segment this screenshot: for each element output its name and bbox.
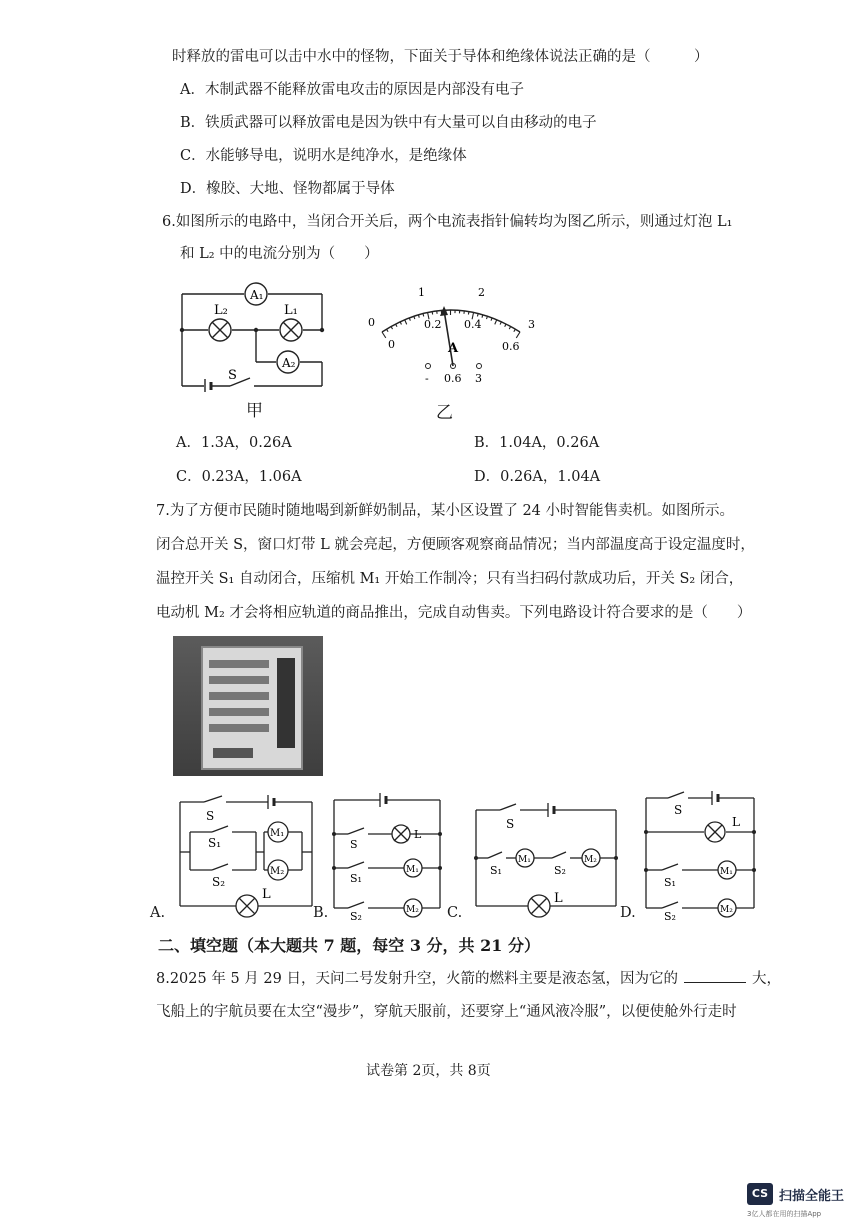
fig-yi-caption: 乙 (436, 403, 453, 423)
dial-tick (516, 332, 520, 338)
circuit-d-option: D. (620, 905, 636, 921)
circuit-a-l: L (262, 887, 271, 902)
circuit-d-s: S (674, 803, 683, 817)
circuit-c-m2: M₂ (584, 855, 597, 865)
dial-tick (491, 318, 492, 321)
page-footer: 试卷第 2页，共 8页 (366, 1063, 491, 1079)
dial-bottom-tick-3: 0.6 (502, 340, 520, 353)
ammeter-a1-label: A₁ (250, 288, 264, 302)
q7-circuit-a (176, 792, 320, 922)
circuit-d-m1: M₁ (720, 867, 733, 877)
dial-tick (514, 329, 516, 332)
dial-top-tick-3: 3 (528, 318, 535, 331)
dial-tick (500, 322, 501, 325)
circuit-b-m2: M₂ (406, 905, 419, 915)
q7-stem-line1: 7.为了方便市民随时随地喝到新鲜奶制品，某小区设置了 24 小时智能售卖机。如图所示。 (156, 503, 734, 519)
q6-stem-line2: 和 L₂ 中的电流分别为（ ） (180, 246, 379, 262)
lamp-l2-label: L₂ (214, 303, 228, 318)
dial-tick (409, 318, 410, 321)
q5-option-a: A．木制武器不能释放雷电攻击的原因是内部没有电子 (180, 82, 524, 98)
q6-stem-line1: 6.如图所示的电路中，当闭合开关后，两个电流表指针偏转均为图乙所示，则通过灯泡 L₁ (162, 214, 733, 230)
q7-stem-line4: 电动机 M₂ 才会将相应轨道的商品推出，完成自动售卖。下列电路设计符合要求的是（ ） (156, 605, 752, 621)
circuit-c-s2: S₂ (554, 864, 566, 877)
dial-top-tick-2: 2 (478, 286, 485, 299)
dial-top-tick-0: 0 (368, 316, 375, 329)
q8-answer-blank[interactable] (684, 968, 746, 983)
dial-tick (495, 320, 497, 325)
q5-stem-tail: 时释放的雷电可以击中水中的怪物，下面关于导体和绝缘体说法正确的是（ ） (172, 49, 709, 65)
dial-tick (387, 329, 389, 332)
q6-option-c: C．0.23A，1.06A (176, 469, 302, 485)
circuit-a-s2: S₂ (212, 875, 226, 889)
circuit-d-s2: S₂ (664, 910, 676, 922)
terminal-3: 3 (475, 372, 482, 385)
dial-tick (400, 322, 401, 325)
circuit-a-option: A. (150, 905, 166, 921)
q7-stem-line3: 温控开关 S₁ 自动闭合，压缩机 M₁ 开始工作制冷；只有当扫码付款成功后，开关 S₂ 闭合， (156, 571, 744, 587)
circuit-c-s: S (506, 817, 515, 831)
circuit-b-option: B. (313, 905, 329, 921)
circuit-b-s2: S₂ (350, 910, 362, 922)
dial-bottom-tick-2: 0.4 (464, 318, 482, 331)
q6-circuit-jia (176, 280, 332, 392)
circuit-c-m1: M₁ (518, 855, 531, 865)
scanner-name: 扫描全能王 (779, 1189, 845, 1204)
circuit-d-s1: S₁ (664, 876, 676, 889)
scanner-logo-icon: CS (747, 1183, 773, 1205)
dial-bottom-tick-0: 0 (388, 338, 395, 351)
circuit-b-l: L (414, 828, 422, 841)
terminal-negative: - (425, 372, 429, 385)
lamp-l1-label: L₁ (284, 303, 298, 318)
q5-option-d: D．橡胶、大地、怪物都属于导体 (180, 181, 395, 197)
vending-machine-photo (173, 636, 323, 776)
q7-circuit-b (330, 792, 448, 922)
q6-ammeter-dial-yi (360, 280, 550, 390)
q8-line1-end: 大， (751, 971, 781, 987)
dial-tick (432, 312, 433, 315)
q7-circuit-c (472, 798, 622, 922)
circuit-c-l: L (554, 891, 563, 906)
circuit-c-s1: S₁ (490, 864, 502, 877)
ammeter-a2-label: A₂ (282, 356, 296, 370)
dial-tick (391, 327, 392, 330)
q7-stem-line2: 闭合总开关 S，窗口灯带 L 就会亮起，方便顾客观察商品情况；当内部温度高于设定温度时， (156, 537, 755, 553)
dial-tick (405, 320, 407, 325)
dial-tick (509, 327, 510, 330)
dial-bottom-tick-1: 0.2 (424, 318, 442, 331)
dial-tick (423, 314, 424, 317)
switch-s-label: S (228, 368, 237, 383)
terminal-0-6: 0.6 (444, 372, 462, 385)
q8-line2: 飞船上的宇航员要在太空“漫步”，穿航天服前，还要穿上“通风液冷服”，以便使舱外行走时 (156, 1004, 737, 1020)
dial-tick (505, 324, 506, 327)
q5-option-c: C．水能够导电，说明水是纯净水，是绝缘体 (180, 148, 467, 164)
dial-tick (396, 324, 397, 327)
circuit-a-m1: M₁ (270, 828, 285, 839)
circuit-a-s: S (206, 809, 215, 823)
q8-line1 (156, 968, 781, 989)
dial-tick (382, 332, 386, 338)
circuit-b-m1: M₁ (406, 865, 419, 875)
q5-option-b: B．铁质武器可以释放雷电是因为铁中有大量可以自由移动的电子 (180, 115, 597, 131)
dial-unit: A (448, 341, 459, 356)
q7-circuit-d (642, 790, 760, 922)
dial-top-tick-1: 1 (418, 286, 425, 299)
circuit-d-l: L (732, 815, 740, 829)
scanner-watermark (747, 1183, 857, 1219)
circuit-a-s1: S₁ (208, 836, 222, 850)
q6-option-a: A．1.3A，0.26A (176, 435, 292, 451)
q6-option-b: B．1.04A，0.26A (474, 435, 600, 451)
circuit-d-m2: M₂ (720, 905, 733, 915)
section-fill-in-title: 二、填空题（本大题共 7 题，每空 3 分，共 21 分） (158, 936, 540, 955)
q8-line1-text: 8.2025 年 5 月 29 日，天问二号发射升空，火箭的燃料主要是液态氢，因为它的 (156, 971, 678, 987)
circuit-c-option: C. (447, 905, 463, 921)
circuit-b-s: S (350, 838, 358, 851)
q6-option-d: D．0.26A，1.04A (474, 469, 601, 485)
fig-jia-caption: 甲 (246, 401, 263, 421)
dial-tick (477, 314, 478, 317)
circuit-a-m2: M₂ (270, 866, 285, 877)
scanner-tagline: 3亿人都在用的扫描App (747, 1210, 822, 1218)
dial-tick (468, 312, 469, 315)
circuit-b-s1: S₁ (350, 872, 362, 885)
